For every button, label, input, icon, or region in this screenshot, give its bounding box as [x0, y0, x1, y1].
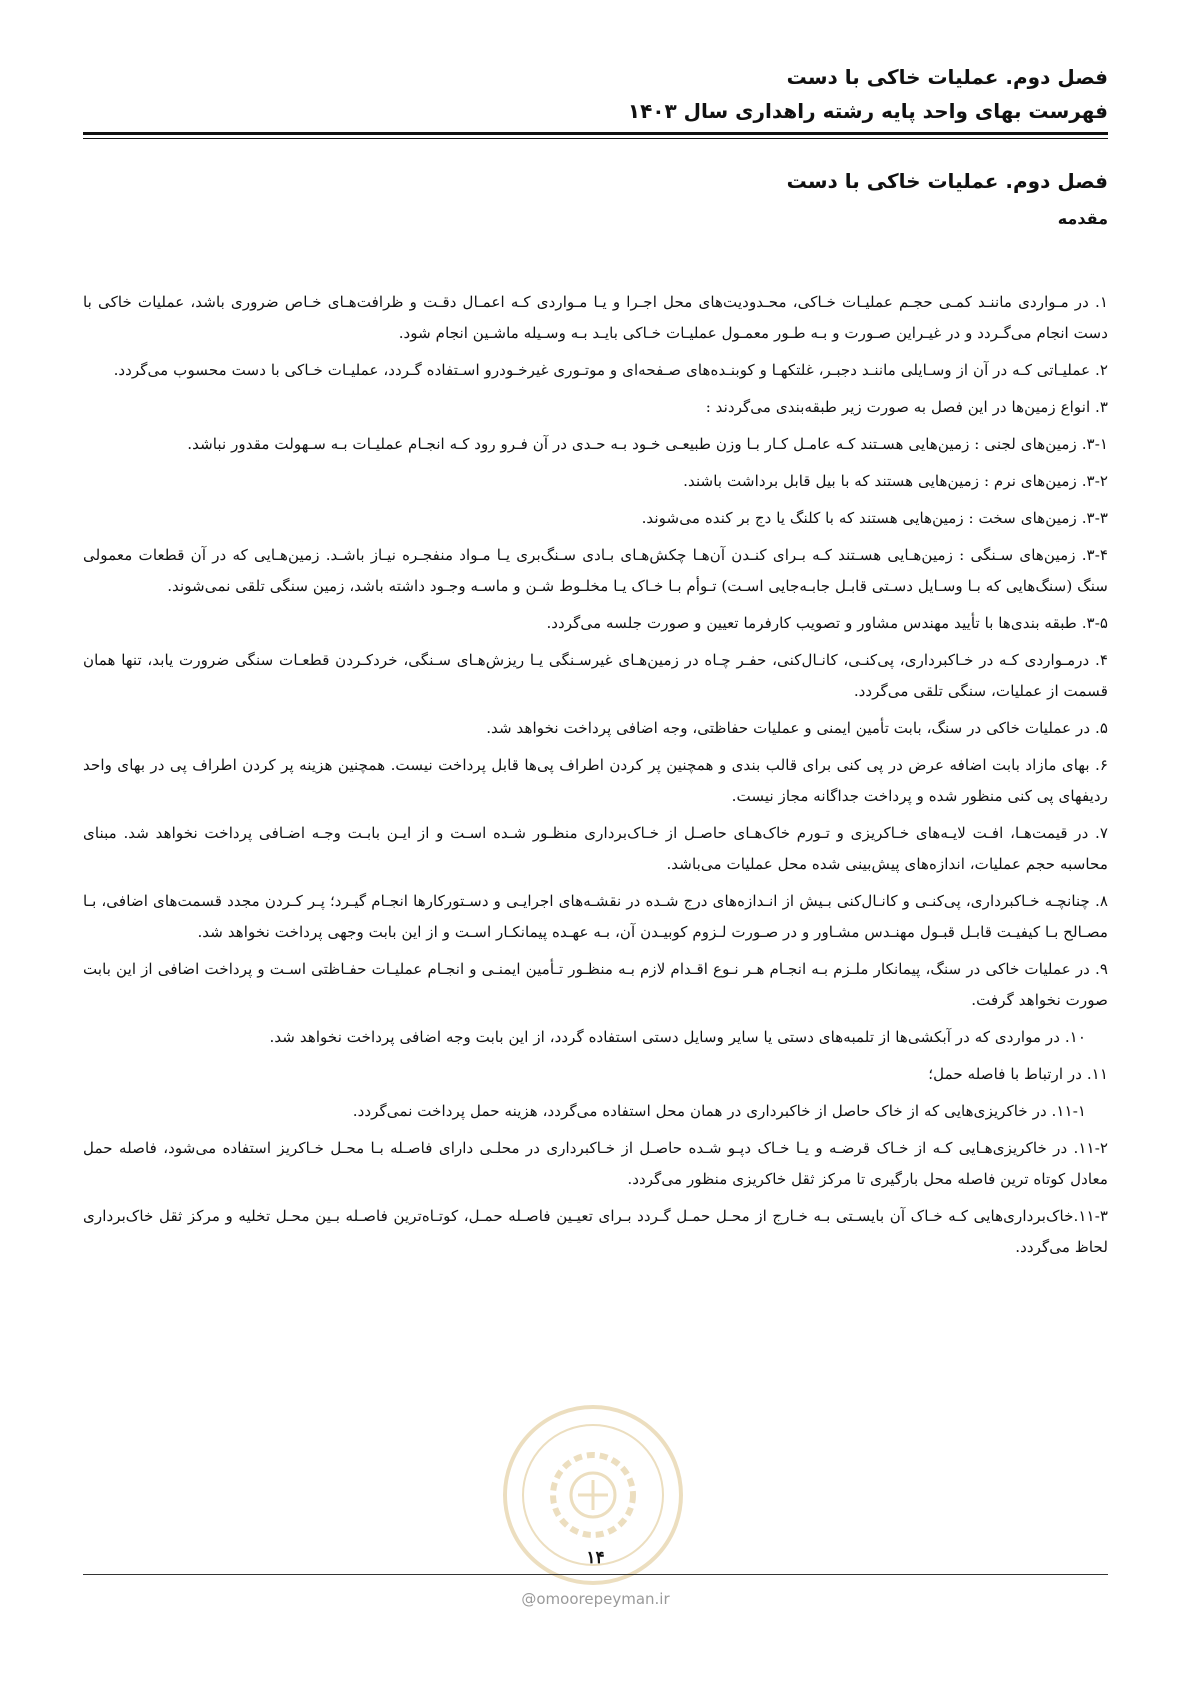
site-watermark: @omoorepeyman.ir [521, 1590, 670, 1608]
running-header [83, 60, 1108, 128]
paragraph: ۱۱-۱. در خاکریزی‌هایی که از خاک حاصل از خاکبرداری در همان محل استفاده می‌گردد، هزینه حمل پرداخت نمی‌گردد. [352, 1102, 1086, 1120]
section-title: مقدمه [1057, 209, 1108, 228]
paragraph: ۱۰. در مواردی که در آبکشی‌ها از تلمبه‌های دستی یا سایر وسایل دستی استفاده گردد، از این بابت وجه اضافی پرداخت نخواهد شد. [269, 1028, 1086, 1046]
paragraph: ۱. در مـواردی ماننـد کمـی حجـم عملیـات خـاکی، محـدودیت‌های محل اجـرا و یـا مـواردی کـه اعمـال دقـت و ظرافت‌هـای خـاص ضروری باشد، عملیات خاکی با دست انجام می‌گـردد و در غیـراین صـورت و بـه طـور معمـول عملیـات خـاکی بایـد بـه وسـیله ماشـین انجام شود. [83, 293, 1108, 342]
header-chapter-title: فصل دوم. عملیات خاکی با دست [786, 65, 1108, 89]
paragraph: ۴. درمـواردی کـه در خـاکبرداری، پی‌کنـی، کانـال‌کنی، حفـر چـاه در زمین‌هـای غیرسـنگی یـا ریزش‌هـای سـنگی، خردکـردن قطعـات سنگی ضرورت یابد، تنها همان قسمت از عملیات، سنگی تلقی می‌گردد. [83, 651, 1108, 700]
footer-rule [83, 1574, 1108, 1575]
paragraph: ۱۱-۳.خاک‌برداری‌هایی کـه خـاک آن بایسـتی بـه خـارج از محـل حمـل گـردد بـرای تعیـین فاصـله حمـل، کوتـاه‌ترین فاصـله بـین محـل تخلیه و مرکز ثقل خاک‌برداری لحاظ می‌گردد. [83, 1207, 1108, 1256]
header-document-title: فهرست بهای واحد پایه رشته راهداری سال ۱۴۰۳ [627, 99, 1108, 123]
paragraph: ۳-۲. زمین‌های نرم : زمین‌هایی هستند که با بیل قابل برداشت باشند. [683, 472, 1108, 490]
page-number: ۱۴ [586, 1548, 605, 1568]
paragraph: ۳-۳. زمین‌های سخت : زمین‌هایی هستند که با کلنگ یا دج بر کنده می‌شوند. [641, 509, 1108, 527]
paragraph: ۲. عملیـاتی کـه در آن از وسـایلی ماننـد دجبـر، غلتکهـا و کوبنـده‌های صـفحه‌ای و موتـوری غیرخـودرو اسـتفاده گـردد، عملیـات خـاکی با دست محسوب می‌گردد. [113, 361, 1108, 379]
paragraph: ۳-۵. طبقه بندی‌ها با تأیید مهندس مشاور و تصویب کارفرما تعیین و صورت جلسه می‌گردد. [546, 614, 1108, 632]
paragraph: ۳. انواع زمین‌ها در این فصل به صورت زیر طبقه‌بندی می‌گردند : [705, 398, 1108, 416]
paragraph: ۱۱. در ارتباط با فاصله حمل؛ [928, 1065, 1108, 1083]
header-rule-thick [83, 132, 1108, 135]
paragraph: ۳-۴. زمین‌های سـنگی : زمین‌هـایی هسـتند کـه بـرای کنـدن آن‌هـا چکش‌هـای بـادی سـنگ‌بری یـا مـواد منفجـره نیـاز باشـد. زمین‌هـایی که در آن قطعات معمولی سنگ (سنگ‌هایی که بـا وسـایل دسـتی قابـل جابـه‌جایی اسـت) تـوأم بـا خـاک یـا مخلـوط شـن و ماسـه وجـود داشته باشد، زمین سنگی تلقی نمی‌شوند. [83, 546, 1108, 595]
paragraph: ۹. در عملیات خاکی در سنگ، پیمانکار ملـزم بـه انجـام هـر نـوع اقـدام لازم بـه منظـور تـأمین ایمنـی و انجـام عملیـات حفـاظتی اسـت و پرداخت اضافی از این بابت صورت نخواهد گرفت. [83, 960, 1108, 1009]
paragraph: ۸. چنانچـه خـاکبرداری، پی‌کنـی و کانـال‌کنی بـیش از انـدازه‌های درج شـده در نقشـه‌های اجرایـی و دسـتورکارها انجـام گیـرد؛ پـر کـردن مجدد قسمت‌های اضافی، بـا مصـالح بـا کیفیـت قابـل قبـول مهنـدس مشـاور و در صـورت لـزوم کوبیـدن آن، بـه عهـده پیمانکـار اسـت و از این بابت وجهی پرداخت نخواهد شد. [83, 892, 1108, 941]
paragraph: ۷. در قیمت‌هـا، افـت لایـه‌های خـاکریزی و تـورم خاک‌هـای حاصـل از خـاک‌برداری منظـور شـده اسـت و از ایـن بابـت وجـه اضـافی پرداخت نخواهد شد. مبنای محاسبه حجم عملیات، اندازه‌های پیش‌بینی شده محل عملیات می‌باشد. [83, 824, 1108, 873]
paragraph: ۱۱-۲. در خاکریزی‌هـایی کـه از خـاک قرضـه و یـا خـاک دپـو شـده حاصـل از خـاکبرداری در محلـی دارای فاصـله بـا محـل خـاکریز استفاده می‌شود، فاصله حمل معادل کوتاه ترین فاصله محل بارگیری تا مرکز ثقل خاکریزی منظور می‌گردد. [83, 1139, 1108, 1188]
header-rule-thin [83, 138, 1108, 139]
chapter-title: فصل دوم. عملیات خاکی با دست [786, 169, 1108, 193]
paragraph: ۶. بهای مازاد بابت اضافه عرض در پی کنی برای قالب بندی و همچنین پر کردن اطراف پی‌ها قابل پرداخت نیست. همچنین هزینه پر کردن اطراف پی در بهای واحد ردیفهای پی کنی منظور شده و پرداخت جداگانه مجاز نیست. [83, 756, 1108, 805]
body-text [83, 287, 1108, 1269]
paragraph: ۵. در عملیات خاکی در سنگ، بابت تأمین ایمنی و عملیات حفاظتی، وجه اضافی پرداخت نخواهد شد. [486, 719, 1108, 737]
paragraph: ۳-۱. زمین‌های لجنی : زمین‌هایی هسـتند کـه عامـل کـار بـا وزن طبیعـی خـود بـه حـدی در آن فـرو رود کـه انجـام عملیـات بـه سـهولت مقدور نباشد. [187, 435, 1108, 453]
